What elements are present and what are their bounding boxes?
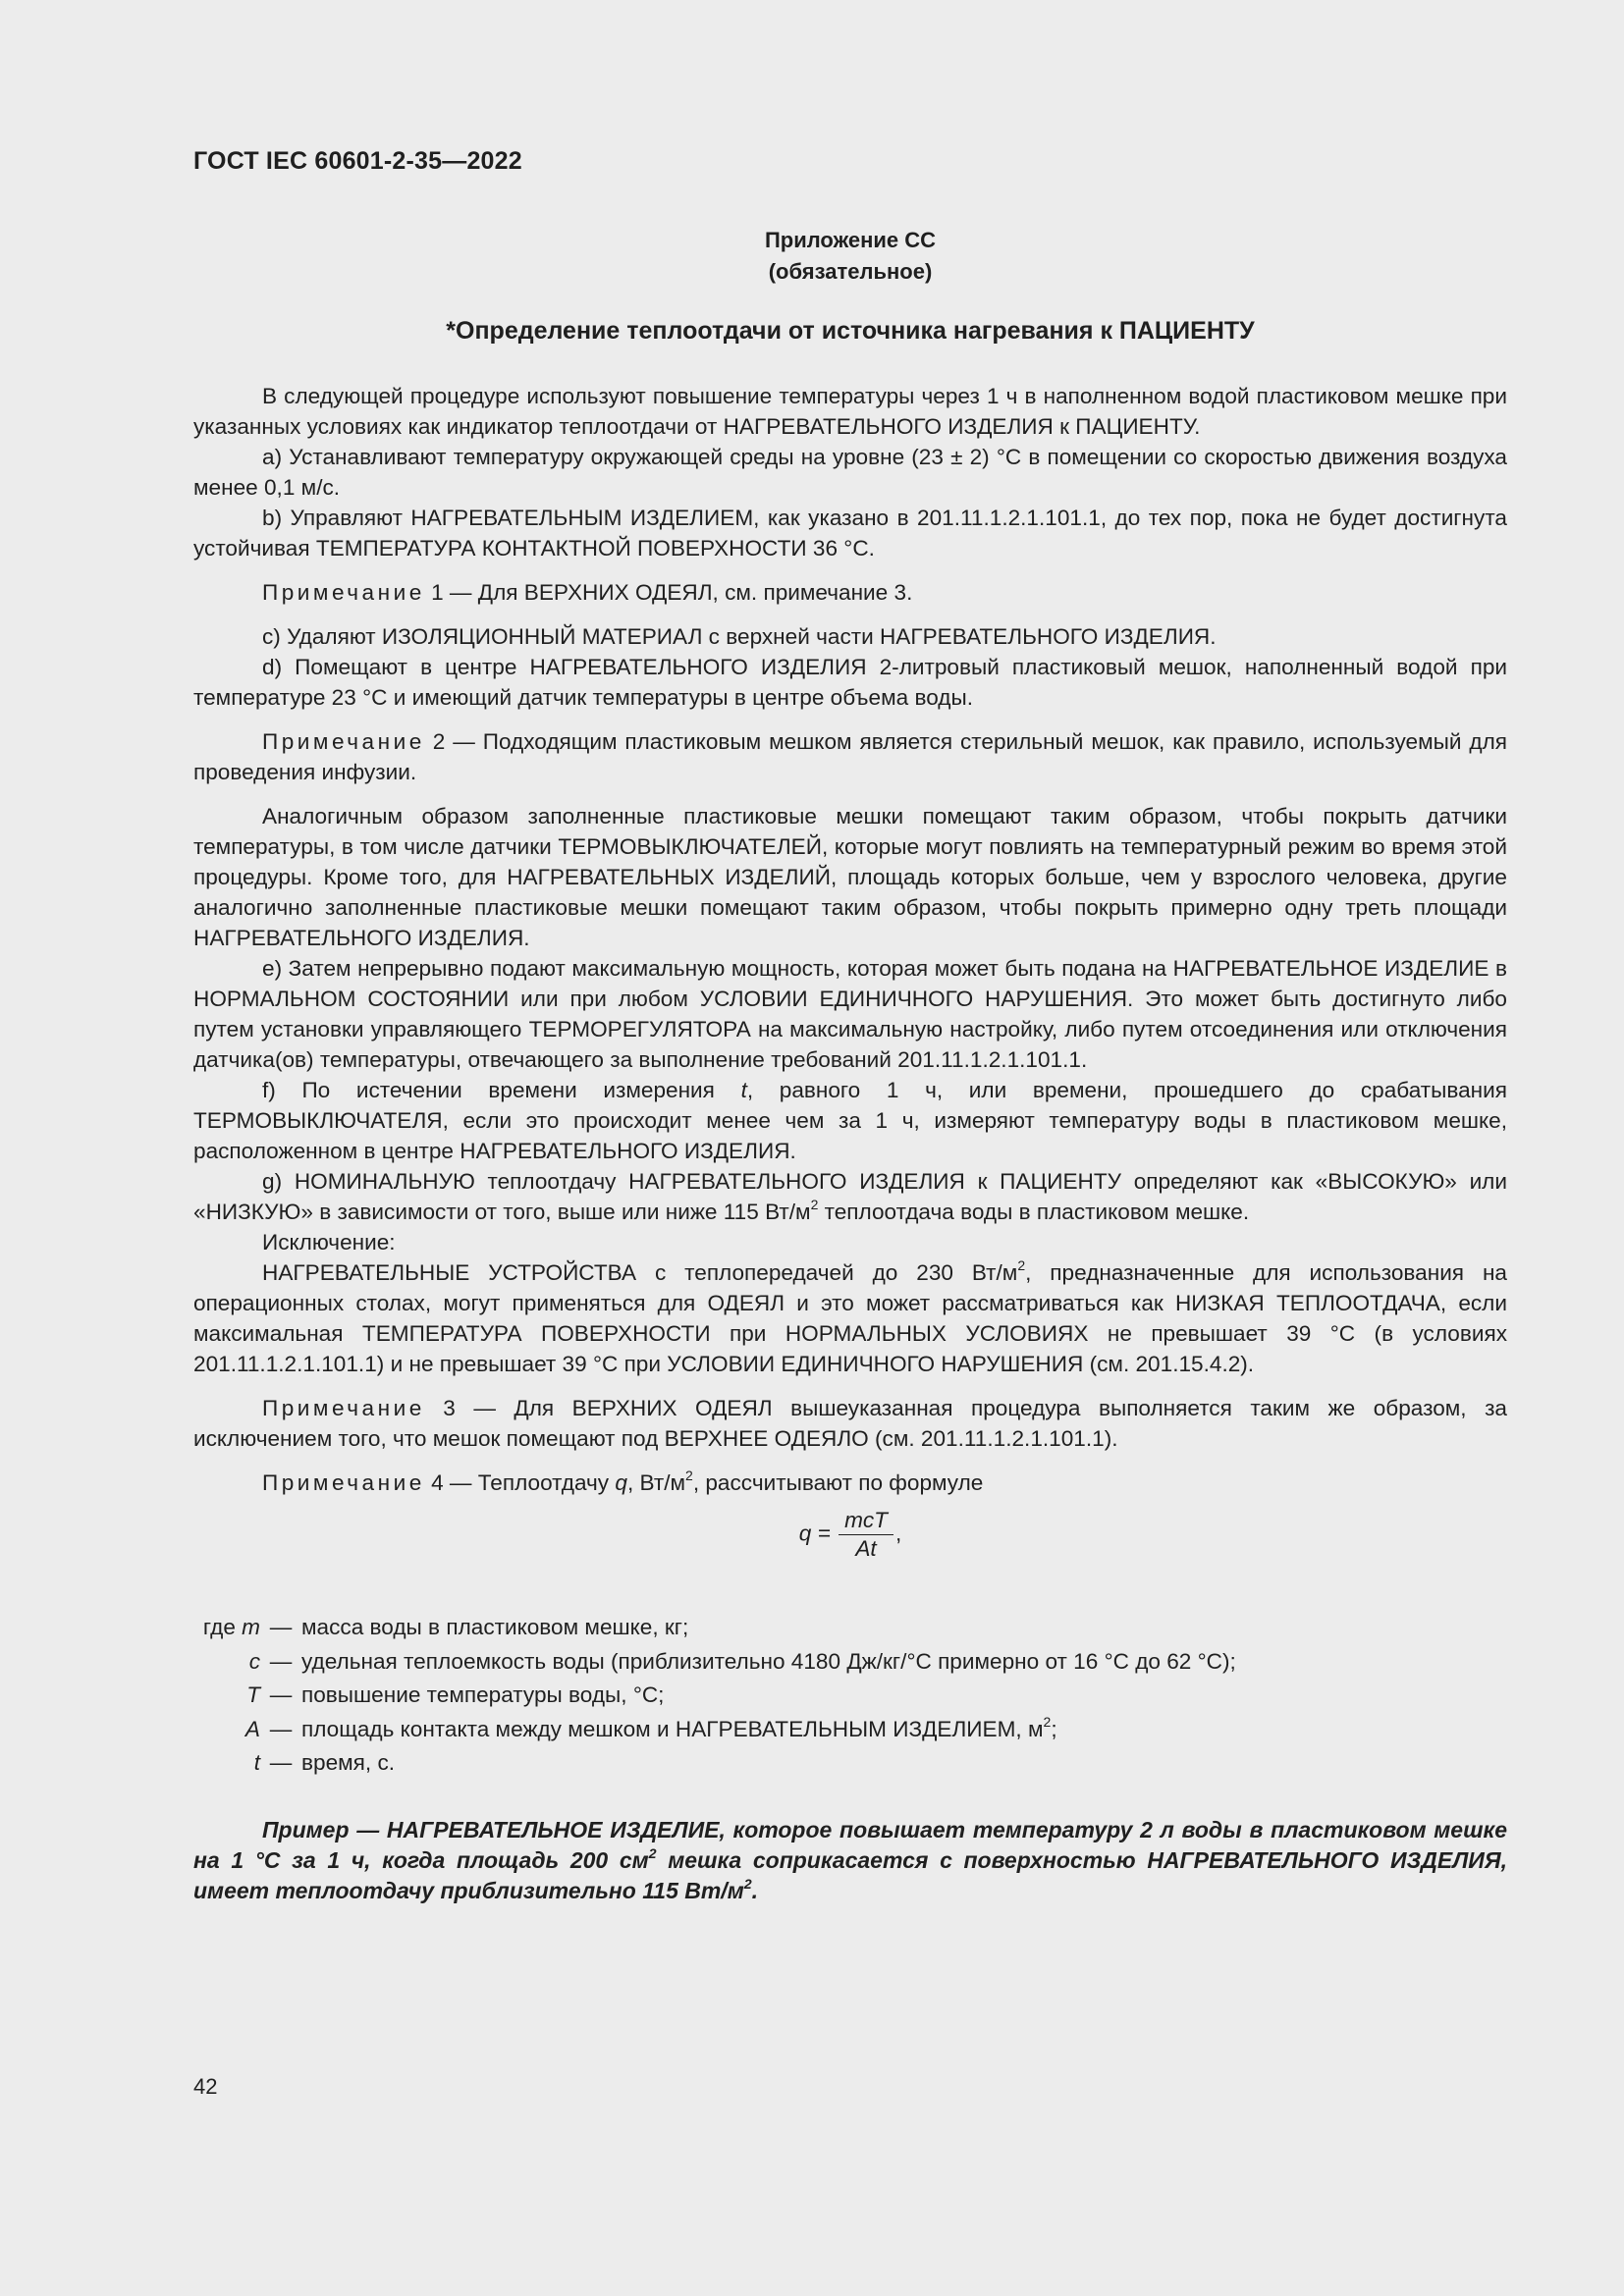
note-label: Примечание (262, 729, 425, 754)
note-4: Примечание 4 — Теплоотдачу q, $Вт/м^2$, рассчитывают по формуле (262, 1468, 984, 1495)
document-code-header: ГОСТ IEC 60601-2-35—2022 (193, 147, 522, 175)
paragraph-b: b) Управляют НАГРЕВАТЕЛЬНЫМ ИЗДЕЛИЕМ, как указано в 201.11.1.2.1.101.1, до тех пор, пока не будет достигнута устойчивая ТЕМПЕРАТУРА КОНТАКТНОЙ ПОВЕРХНОСТИ 36 °С. (193, 506, 1507, 561)
paragraph-g: g) НОМИНАЛЬНУЮ теплоотдачу НАГРЕВАТЕЛЬНОГО ИЗДЕЛИЯ к ПАЦИЕНТУ определяют как «ВЫСОКУЮ» или «НИЗКУЮ» в зависимости от того, выше или ниже 115 $Вт/м^2$ теплоотдача воды в пластиковом мешке. (193, 1169, 1507, 1224)
note-2 (193, 726, 1507, 787)
note-label: Примечание (262, 580, 425, 605)
formula-denominator: At (855, 1536, 877, 1561)
paragraph-d: d) Помещают в центре НАГРЕВАТЕЛЬНОГО ИЗДЕЛИЯ 2-литровый пластиковый мешок, наполненный водой при температуре 23 °С и имеющий датчик температуры в центре объема воды. (193, 655, 1507, 710)
formula-numerator: mcT (844, 1508, 888, 1532)
exception-label: Исключение: (262, 1230, 396, 1255)
definition-row: t — время, с. (253, 1750, 396, 1775)
appendix-status: (обязательное) (768, 259, 933, 284)
note-label: Примечание (262, 1396, 425, 1420)
note-1 (193, 577, 1507, 608)
paragraph-f: f) По истечении времени измерения t, равного 1 ч, или времени, прошедшего до срабатывания ТЕРМОВЫКЛЮЧАТЕЛЯ, если это происходит менее чем за 1 ч, измеряют температуру воды в пластиковом мешке, расположенном в центре НАГРЕВАТЕЛЬНОГО ИЗДЕЛИЯ. (193, 1078, 1508, 1163)
appendix-heading (193, 225, 1507, 288)
appendix-label: Приложение СС (764, 228, 937, 252)
note-3-text: 3 — Для ВЕРХНИХ ОДЕЯЛ вышеуказанная процедура выполняется таким же образом, за исключением того, что мешок помещают под ВЕРХНЕЕ ОДЕЯЛО (см. 201.11.1.2.1.101.1). (193, 1396, 1507, 1451)
formula-lhs: q = (798, 1521, 831, 1546)
paragraph-analog: Аналогичным образом заполненные пластиковые мешки помещают таким образом, чтобы покрыть датчики температуры, в том числе датчики ТЕРМОВЫКЛЮЧАТЕЛЕЙ, которые могут повлиять на температурный режим во время этой процедуры. Кроме того, для НАГРЕВАТЕЛЬНЫХ ИЗДЕЛИЙ, площадь которых больше, чем у взрослого человека, другие аналогично заполненные пластиковые мешки помещают таким образом, чтобы покрыть примерно одну треть площади НАГРЕВАТЕЛЬНОГО ИЗДЕЛИЯ. (193, 804, 1507, 950)
section-title: *Определение теплоотдачи от источника нагревания к ПАЦИЕНТУ (446, 317, 1255, 345)
variable-t: t (740, 1078, 747, 1102)
paragraph-intro: В следующей процедуре используют повышение температуры через 1 ч в наполненном водой пластиковом мешке при указанных условиях как индикатор теплоотдачи от НАГРЕВАТЕЛЬНОГО ИЗДЕЛИЯ к ПАЦИЕНТУ. (193, 384, 1507, 439)
note-2-text: 2 — Подходящим пластиковым мешком является стерильный мешок, как правило, используемый для проведения инфузии. (193, 729, 1507, 784)
example-paragraph: Пример — НАГРЕВАТЕЛЬНОЕ ИЗДЕЛИЕ, которое повышает температуру 2 л воды в пластиковом мешке на 1 °С за 1 ч, когда площадь 200 $см^2$ мешка соприкасается с поверхностью НАГРЕВАТЕЛЬНОГО ИЗДЕЛИЯ, имеет теплоотдачу приблизительно 115 $Вт/м^2$. (193, 1817, 1508, 1903)
variable-definitions (193, 1611, 1507, 1781)
definition-row: где m — масса воды в пластиковом мешке, кг; (202, 1615, 689, 1639)
formula-trail: , (894, 1521, 902, 1546)
definition-row: c — удельная теплоемкость воды (приблизительно 4180 Дж/кг/°С примерно от 16 °С до 62 °С); (248, 1648, 1236, 1674)
paragraph-c: с) Удаляют ИЗОЛЯЦИОННЫЙ МАТЕРИАЛ с верхней части НАГРЕВАТЕЛЬНОГО ИЗДЕЛИЯ. (262, 624, 1217, 649)
note-1-text: 1 — Для ВЕРХНИХ ОДЕЯЛ, см. примечание 3. (431, 580, 913, 605)
paragraph-e: е) Затем непрерывно подают максимальную мощность, которая может быть подана на НАГРЕВАТЕЛЬНОЕ ИЗДЕЛИЕ в НОРМАЛЬНОМ СОСТОЯНИИ или при любом УСЛОВИИ ЕДИНИЧНОГО НАРУШЕНИЯ. Это может быть достигнуто либо путем установки управляющего ТЕРМОРЕГУЛЯТОРА на максимальную настройку, либо путем отсоединения или отключения датчика(ов) температуры, отвечающего за выполнение требований 201.11.1.2.1.101.1. (193, 956, 1507, 1072)
definition-row: A — площадь контакта между мешком и НАГРЕВАТЕЛЬНЫМ ИЗДЕЛИЕМ, $м^2$; (244, 1713, 1057, 1741)
paragraph-a: а) Устанавливают температуру окружающей среды на уровне (23 ± 2) °С в помещении со скоростью движения воздуха менее 0,1 м/с. (193, 445, 1507, 500)
page-number: 42 (193, 2074, 218, 2099)
formula-fraction (839, 1507, 893, 1563)
definition-row: T — повышение температуры воды, °С; (246, 1682, 665, 1707)
note-label: Примечание (262, 1470, 425, 1495)
where-prefix: где (202, 1615, 236, 1639)
exception-text: НАГРЕВАТЕЛЬНЫЕ УСТРОЙСТВА с теплопередачей до 230 $Вт/м^2$, предназначенные для использования на операционных столах, могут применяться для ОДЕЯЛ и это может рассматриваться как НИЗКАЯ ТЕПЛООТДАЧА, если максимальная ТЕМПЕРАТУРА ПОВЕРХНОСТИ при НОРМАЛЬНЫХ УСЛОВИЯХ не превышает 39 °С (в условиях 201.11.1.2.1.101.1) и не превышает 39 °С при УСЛОВИИ ЕДИНИЧНОГО НАРУШЕНИЯ (см. 201.15.4.2). (193, 1257, 1507, 1376)
heat-transfer-formula (193, 1507, 1507, 1563)
body-text (193, 381, 1507, 1498)
note-3 (193, 1393, 1507, 1454)
